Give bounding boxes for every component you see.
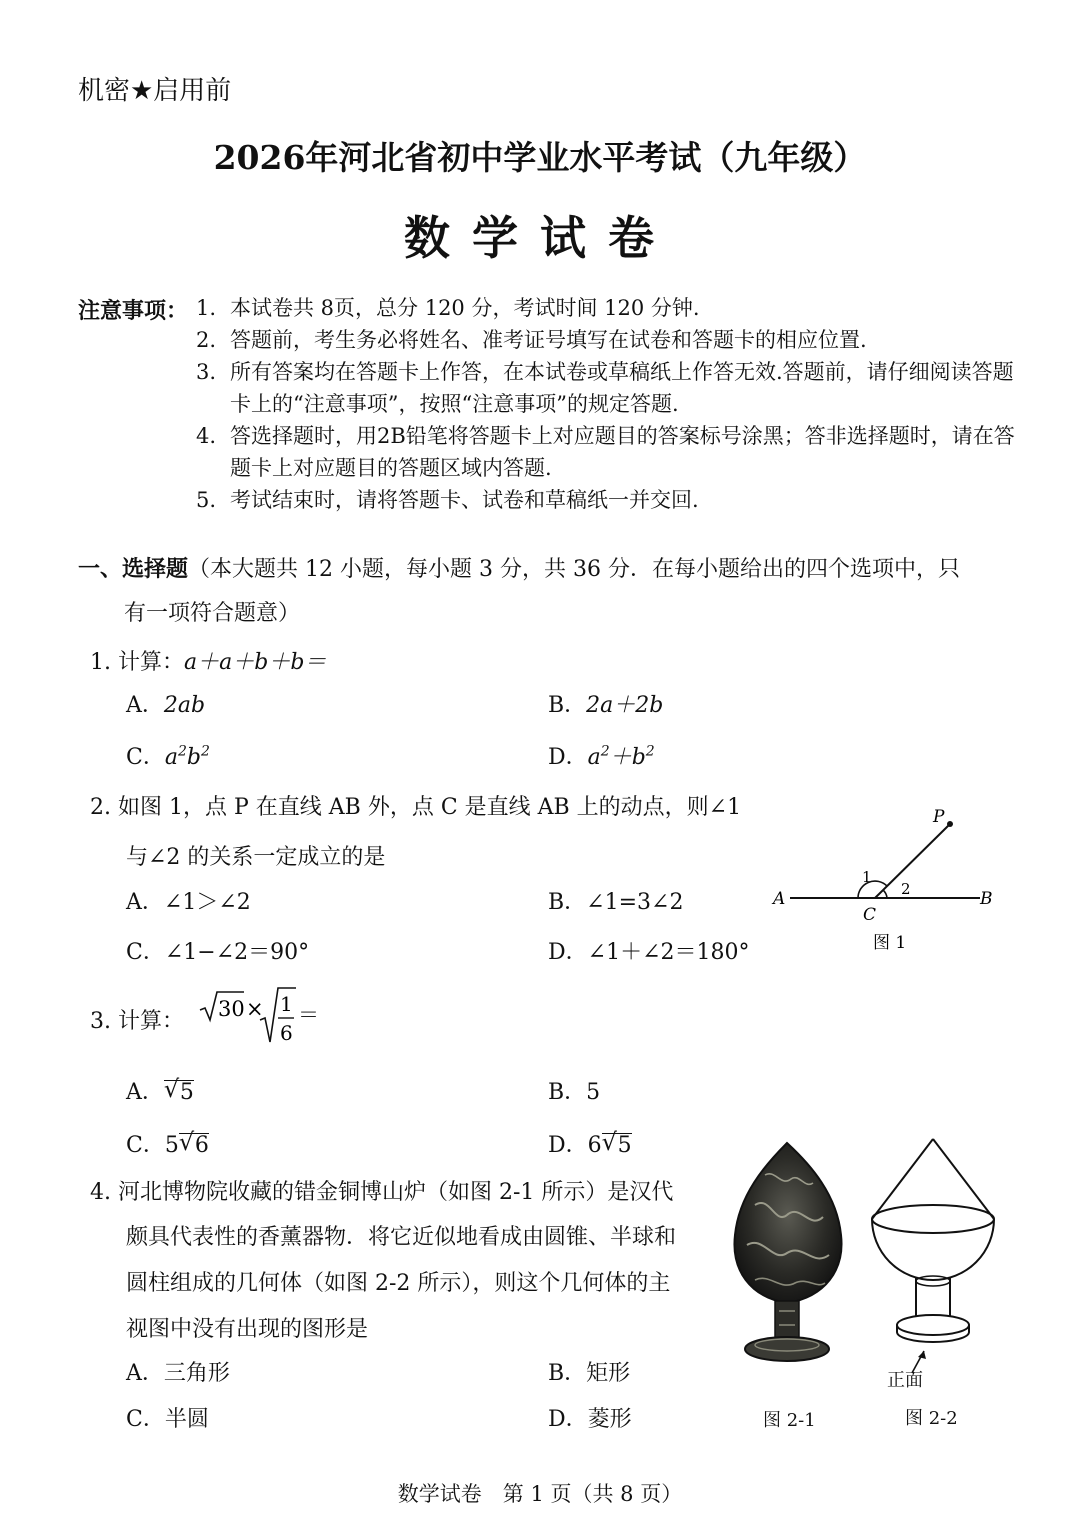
q4-stem-line2: 颇具代表性的香薰器物．将它近似地看成由圆锥、半球和 (126, 1225, 677, 1250)
fig1-label-p: P (933, 807, 945, 827)
fig2-2-caption: 图 2-2 (905, 1408, 958, 1429)
fig1-caption: 图 1 (873, 933, 907, 953)
confidential-label: 机密★启用前 (78, 76, 232, 106)
q3-expression (196, 984, 336, 1054)
section-heading (78, 548, 1008, 636)
q2-stem-cont: 与∠2 的关系一定成立的是 (126, 845, 386, 870)
q3-option-b: B．5 (548, 1080, 601, 1105)
q3-option-a: A． √ 5 (126, 1075, 194, 1105)
svg-text:6: 6 (280, 1021, 293, 1045)
q4-stem-line3: 圆柱组成的几何体（如图 2-2 所示），则这个几何体的主 (126, 1271, 671, 1296)
exam-subtitle: 数学试卷 (404, 211, 676, 265)
q4-option-b: B．矩形 (548, 1361, 631, 1386)
notice-list (196, 292, 1016, 516)
fig1-label-a: A (773, 889, 786, 909)
notice-item: 3. 所有答案均在答题卡上作答，在本试卷或草稿纸上作答无效.答题前，请仔细阅读答题卡上的“注意事项”，按照“注意事项”的规定答题. (196, 360, 1014, 416)
q2-option-d: D．∠1＋∠2＝180° (548, 940, 750, 965)
q1-stem: 1. 计算：a＋a＋b＋b＝ (90, 650, 327, 675)
q1-option-c: C．$a^2b^2$ (126, 743, 210, 770)
figure-2-2-geometric-solid (860, 1135, 1010, 1405)
q3-option-c: C．5 √ 6 (126, 1128, 209, 1158)
q3-num: 3. 计算： (90, 1009, 185, 1034)
q2-option-b: B．∠1=3∠2 (548, 890, 684, 915)
q4-stem-line4: 视图中没有出现的图形是 (126, 1317, 369, 1342)
svg-text:×: × (246, 997, 264, 1021)
figure-1 (765, 800, 1005, 960)
q1-option-b: B．2a＋2b (548, 693, 664, 718)
fig2-1-caption: 图 2-1 (763, 1410, 816, 1431)
figure-2-1-censer-image (725, 1135, 855, 1435)
notice-item: 1. 本试卷共 8页，总分 120 分，考试时间 120 分钟. (196, 296, 700, 320)
section-desc-cont: 有一项符合题意） (124, 601, 301, 626)
fig1-label-c: C (863, 905, 877, 925)
svg-text:＝: ＝ (298, 1003, 319, 1027)
notice-item: 5. 考试结束时，请将答题卡、试卷和草稿纸一并交回. (196, 488, 699, 512)
page-footer: 数学试卷 第 1 页（共 8 页） (397, 1482, 683, 1506)
notice-item: 2. 答题前，考生务必将姓名、准考证号填写在试卷和答题卡的相应位置. (196, 328, 867, 352)
q4-option-d: D．菱形 (548, 1407, 632, 1432)
section-desc: （本大题共 12 小题，每小题 3 分，共 36 分．在每小题给出的四个选项中，只 (188, 557, 960, 582)
front-view-label: 正面 (887, 1370, 923, 1391)
notice-label: 注意事项： (78, 299, 189, 324)
q2-stem: 2. 如图 1，点 P 在直线 AB 外，点 C 是直线 AB 上的动点，则∠1 (90, 795, 742, 820)
q1-option-a: A．2ab (126, 693, 206, 718)
svg-text:1: 1 (280, 992, 293, 1016)
q4-option-c: C．半圆 (126, 1407, 209, 1432)
exam-title: 2026年河北省初中学业水平考试（九年级） (213, 138, 867, 177)
q3-option-d: D．6 √ 5 (548, 1128, 632, 1158)
svg-text:30: 30 (218, 997, 245, 1021)
fig1-angle-1: 1 (862, 868, 872, 886)
q2-option-c: C．∠1−∠2＝90° (126, 940, 310, 965)
q2-option-a: A．∠1＞∠2 (126, 890, 251, 915)
fig1-label-b: B (980, 889, 993, 909)
q4-option-a: A．三角形 (126, 1361, 230, 1386)
fig1-angle-2: 2 (901, 880, 911, 898)
q4-stem: 4. 河北博物院收藏的错金铜博山炉（如图 2-1 所示）是汉代 (90, 1180, 674, 1205)
q1-option-d: D．$a^2+b^2$ (548, 743, 655, 770)
section-title: 一、选择题 (78, 557, 189, 582)
notice-item: 4. 答选择题时，用2B铅笔将答题卡上对应题目的答案标号涂黑；答非选择题时，请在答题卡上对应题目的答题区域内答题. (196, 424, 1015, 480)
